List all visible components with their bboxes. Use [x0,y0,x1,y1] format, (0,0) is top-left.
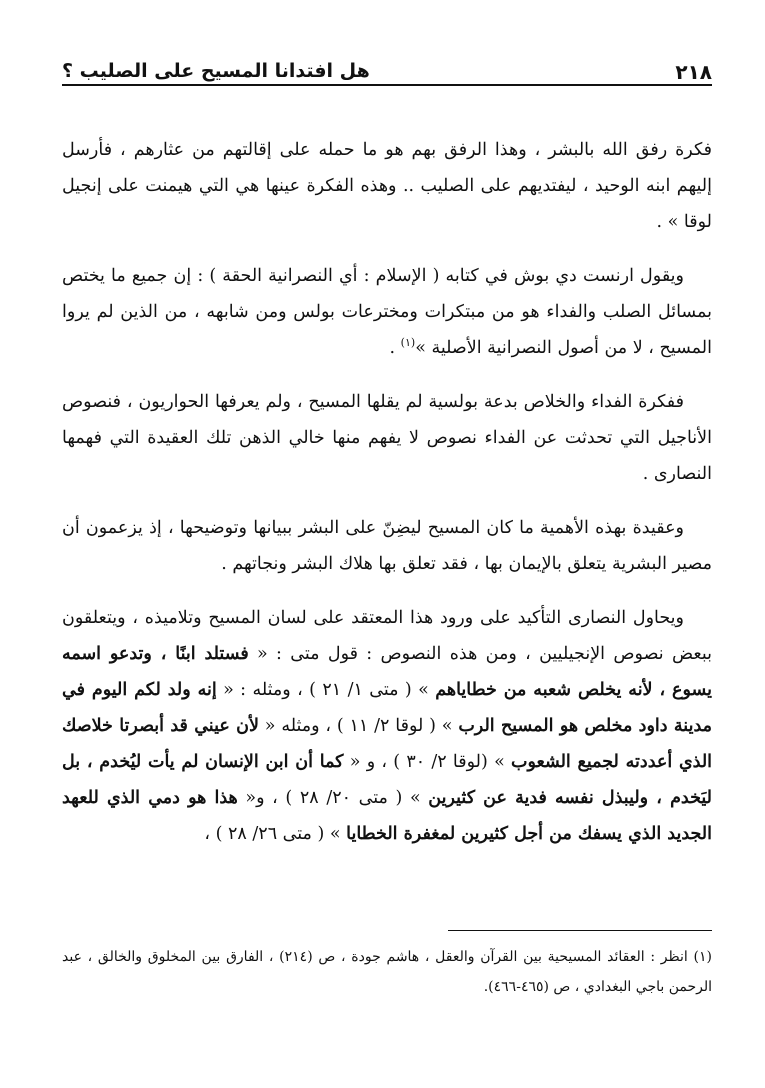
footnote-rule [448,930,712,931]
quote-matthew-26-28: هذا هو دمي الذي للعهد الجديد الذي يسفك من أجل كثيرين لمغفرة الخطايا [62,788,712,844]
citation-luke-2-30: » (لوقا ٢/ ٣٠ ) ، و « [343,752,512,772]
paragraph-2 [62,258,712,366]
paragraph-4: وعقيدة بهذه الأهمية ما كان المسيح ليضِنّ على البشر ببيانها وتوضيحها ، إذ يزعمون أن مصير البشرية يتعلق بالإيمان بها ، فقد تعلق بها هلاك البشر ونجاتهم . [62,518,712,574]
header-rule [62,84,712,86]
quote-matthew-1-21: فستلد ابنًا ، وتدعو اسمه يسوع ، لأنه يخلص شعبه من خطاياهم [62,644,712,700]
citation-luke-2-11: » ( لوقا ٢/ ١١ ) ، ومثله « [258,716,459,736]
body-text [62,132,712,870]
running-header [62,60,712,96]
page-number: ٢١٨ [663,60,712,84]
paragraph-3: ففكرة الفداء والخلاص بدعة بولسية لم يقلها المسيح ، ولم يعرفها الحواريون ، فنصوص الأناجيل التي تحدثت عن الفداء نصوص لا يفهم منها خالي الذهن تلك العقيدة التي فهمها النصارى . [62,392,712,484]
citation-matthew-20-28: » ( متى ٢٠/ ٢٨ ) ، و« [237,788,429,808]
running-title: هل افتدانا المسيح على الصليب ؟ [62,60,382,82]
citation-matthew-26-28: » ( متى ٢٦/ ٢٨ ) ، [204,824,347,844]
citation-matthew-1-21: » ( متى ١/ ٢١ ) ، ومثله : « [216,680,436,700]
paragraph-2-text: ويقول ارنست دي بوش في كتابه ( الإسلام : أي النصرانية الحقة ) : إن جميع ما يختص بمسائل الصلب والفداء هو من مبتكرات ومخترعات بولس ومن شابهه ، من الذين لم يروا المسيح ، لا من أصول النصرانية الأصلية » [62,266,712,358]
paragraph-5-intro: ويحاول النصارى التأكيد على ورود هذا المعتقد على لسان المسيح وتلاميذه ، ويتعلقون ببعض نصوص الإنجيليين ، ومن هذه النصوص : قول متى : « [62,608,712,664]
quote-luke-2-11: إنه ولد لكم اليوم في مدينة داود مخلص هو المسيح الرب [62,680,713,736]
footnote-ref[interactable]: (١) [400,336,416,350]
quote-matthew-20-28: كما أن ابن الإنسان لم يأت ليُخدم ، بل ليَخدم ، وليبذل نفسه فدية عن كثيرين [62,752,713,808]
paragraph-5 [62,600,712,852]
paragraph-2-tail: . [389,338,401,358]
quote-luke-2-30: لأن عيني قد أبصرتا خلاصك الذي أعددته لجميع الشعوب [62,716,713,772]
footnote: (١) انظر : العقائد المسيحية بين القرآن والعقل ، هاشم جودة ، ص (٢١٤) ، الفارق بين المخلوق والخالق ، عبد الرحمن باجي البغدادي ، ص (٤٦٥-٤٦٦). [62,949,712,995]
paragraph-1: فكرة رفق الله بالبشر ، وهذا الرفق بهم هو ما حمله على إقالتهم من عثارهم ، فأرسل إليهم ابنه الوحيد ، ليفتديهم على الصليب .. وهذه الفكرة عينها هي التي هيمنت على إنجيل لوقا » . [62,140,712,232]
